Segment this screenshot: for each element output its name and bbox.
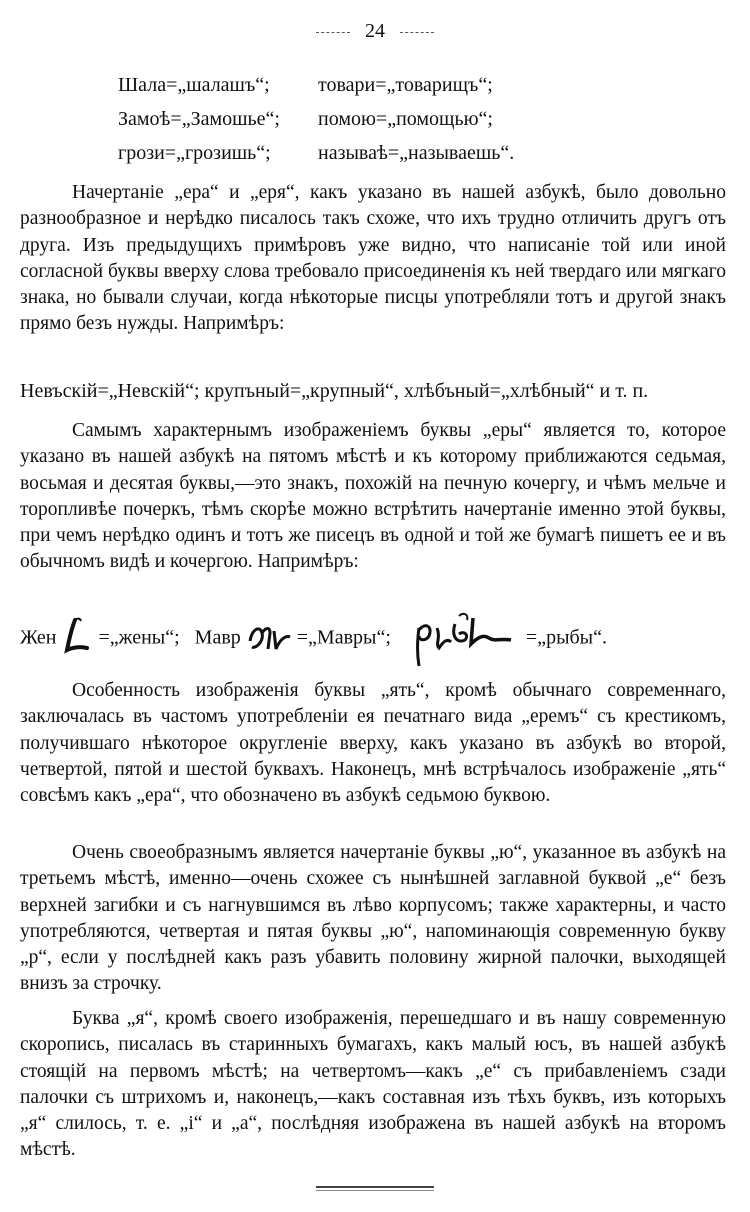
paragraph-era-yera (20, 180, 726, 338)
example-row (118, 136, 514, 170)
example-word-prefix: Мавр (194, 626, 241, 649)
page-header (0, 20, 750, 43)
paragraph-ya (20, 1006, 726, 1164)
paragraph-text: Буква „я“, кромѣ своего изображенія, перешедшаго и въ нашу современную скоропись, писалась въ старинныхъ бумагахъ, какъ малый юсъ, въ нашей азбукѣ стоящій на первомъ мѣстѣ; на четвертомъ—какъ „е“ съ прибавленіемъ сзади палочки съ штрихомъ и, наконецъ,—какъ составная изъ тѣхъ буквъ, изъ которыхъ „я“ слилось, т. е. „і“ и „а“, послѣдняя изображена въ нашей азбукѣ на второмъ мѣстѣ. (20, 1008, 726, 1161)
example-word-gloss: =„жены“; (98, 626, 180, 649)
paragraph-yu (20, 840, 726, 998)
example-row (118, 102, 514, 136)
paragraph-yat (20, 678, 726, 809)
example-word-gloss: =„Мавры“; (296, 626, 391, 649)
example-word-prefix: Жен (20, 626, 57, 649)
page-number: 24 (365, 20, 385, 42)
example-cell: грози=„грозишь“; (118, 142, 271, 164)
handwritten-ery-glyph-2 (246, 619, 292, 659)
header-rule-right (400, 32, 434, 33)
paragraph-text: Самымъ характернымъ изображеніемъ буквы „еры“ является то, которое указано въ нашей азбукѣ на пятомъ мѣстѣ и къ которому приближаются седьмая, восьмая и десятая буквы,—это знакъ, похожій на печную кочергу, и чѣмъ мельче и торопливѣе почеркъ, тѣмъ скорѣе можно встрѣтить начертаніе именно этой буквы, при чемъ нерѣдко одинъ и тотъ же писецъ въ одной и той же бумагѣ пишетъ ее и въ обычномъ видѣ и кочергою. Напримѣръ: (20, 420, 726, 573)
example-word-gloss: =„рыбы“. (525, 626, 607, 649)
examples-table (118, 68, 514, 170)
header-rule-left (316, 32, 350, 33)
handwritten-ery-glyph-1 (61, 616, 93, 662)
paragraph-text: Очень своеобразнымъ является начертаніе буквы „ю“, указанное въ азбукѣ на третьемъ мѣстѣ, именно—очень схожее съ нынѣшней заглавной буквой „е“ безъ верхней загибки и съ нагнувшимся въ лѣво корпусомъ; также характерны, и часто употребляются, четвертая и пятая буквы „ю“, напоминающія современную букву „р“, если у послѣдней какъ разъ убавить половину жирной палочки, выходящей внизъ за строчку. (20, 842, 726, 995)
example-line-nevsky: Невъскій=„Невскій“; крупъный=„крупный“, хлѣбъный=„хлѣбный“ и т. п. (20, 380, 649, 402)
example-cell: Замоѣ=„Замошье“; (118, 108, 280, 130)
example-cell: Шала=„шалашъ“; (118, 74, 270, 96)
example-row (118, 68, 514, 102)
footer-rule-thin (316, 1190, 434, 1191)
example-cell: товари=„товарищъ“; (318, 74, 493, 96)
footer-rule (316, 1186, 434, 1188)
handwritten-ryby-glyph (411, 608, 521, 670)
paragraph-text: Начертаніе „ера“ и „еря“, какъ указано въ нашей азбукѣ, было довольно разнообразное и нерѣдко писалось такъ схоже, что ихъ трудно отличить другъ отъ друга. Изъ предыдущихъ примѣровъ уже видно, что написаніе той или иной согласной буквы вверху слова требовало присоединенія къ ней твердаго или мягкаго знака, но бывали случаи, когда нѣкоторые писцы употребляли тотъ и другой знакъ прямо безъ нужды. Напримѣръ: (20, 182, 726, 335)
example-cell: называѣ=„называешь“. (318, 142, 515, 164)
paragraph-yery (20, 418, 726, 576)
paragraph-text: Особенность изображенія буквы „ять“, кромѣ обычнаго современнаго, заключалась въ частомъ употребленіи ея печатнаго вида „еремъ“ съ крестикомъ, получившаго нѣкоторое округленіе вверху, какъ указано въ азбукѣ во второй, четвертой, пятой и шестой буквахъ. Наконецъ, мнѣ встрѣчалось изображеніе „ять“ совсѣмъ какъ „ера“, что обозначено въ азбукѣ седьмою буквою. (20, 680, 726, 807)
example-cell: помою=„помощью“; (318, 108, 493, 130)
handwriting-examples (20, 608, 740, 678)
